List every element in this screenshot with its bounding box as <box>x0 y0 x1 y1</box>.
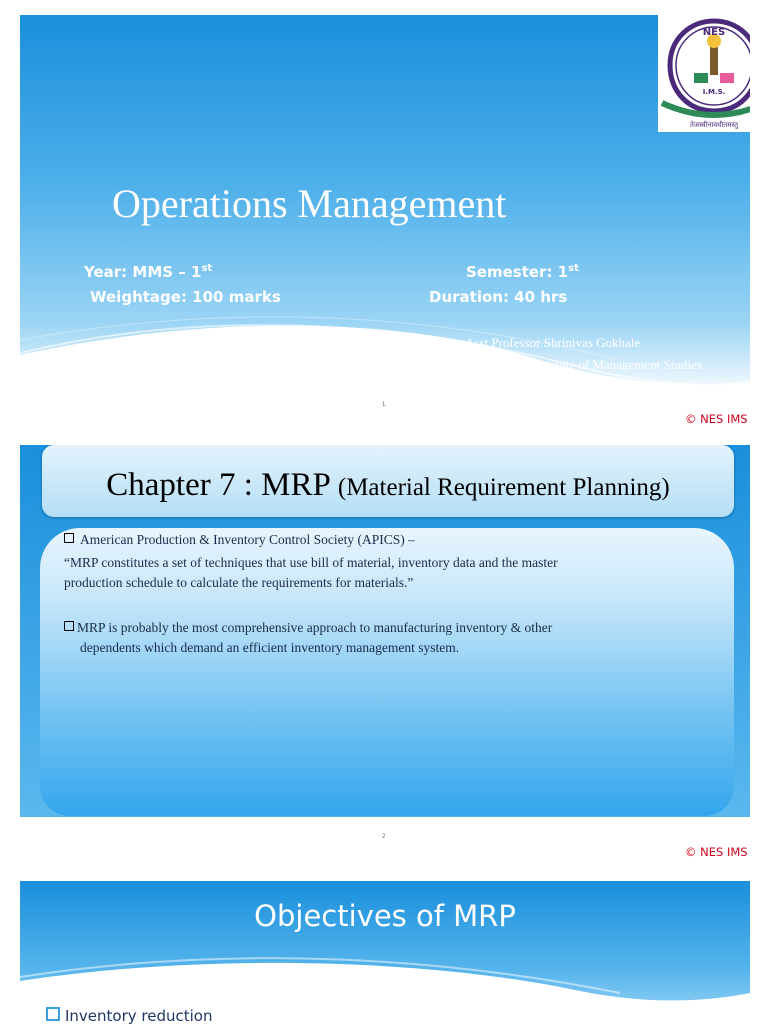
slide-2-copyright: © NES IMS <box>685 845 748 859</box>
mrp-bullet: MRP is probably the most comprehensive approach to manufacturing inventory & other <box>64 620 552 636</box>
apics-quote-line-1: “MRP constitutes a set of techniques that use bill of material, inventory data and the master <box>64 555 558 570</box>
square-bullet-icon <box>46 1007 60 1021</box>
slide-2-title: Chapter 7 : MRP (Material Requirement Planning) <box>106 467 670 503</box>
objective-item: Inventory reduction <box>46 1007 213 1025</box>
apics-bullet: American Production & Inventory Control Society (APICS) – <box>64 532 415 548</box>
slide-3-title: Objectives of MRP <box>254 899 516 933</box>
institute-name: NE Society’s Institute of Management Studies <box>461 357 702 372</box>
logo-emblem-icon <box>658 15 750 132</box>
square-bullet-icon <box>64 533 74 543</box>
duration-field: Duration: 40 hrs <box>429 288 568 306</box>
square-bullet-icon <box>64 621 74 631</box>
slide-2 <box>20 445 750 817</box>
weightage-field: Weightage: 100 marks <box>90 288 281 306</box>
semester-field: Semester: 1st <box>466 263 579 281</box>
slide-1-title: Operations Management <box>112 181 507 226</box>
nes-ims-logo <box>658 15 750 132</box>
slide-2-content-panel <box>40 528 734 816</box>
slide-1-copyright: © NES IMS <box>685 412 748 426</box>
year-field: Year: MMS – 1st <box>84 263 213 281</box>
apics-quote-line-2: production schedule to calculate the requirements for materials.” <box>64 575 414 590</box>
author-name: Asst Professor Shrinivas Gokhale <box>465 335 641 350</box>
svg-text:I.M.S.: I.M.S. <box>702 88 726 96</box>
slide-1 <box>20 15 750 398</box>
slide-2-title-banner <box>42 445 734 517</box>
svg-text:तेजस्वीनावधीतमस्तु: तेजस्वीनावधीतमस्तु <box>689 121 739 129</box>
mrp-bullet-line-2: dependents which demand an efficient inventory management system. <box>80 640 460 655</box>
slide-2-page-number: 2 <box>382 834 386 840</box>
slide-1-page-number: 1 <box>382 402 386 408</box>
svg-text:NES: NES <box>702 27 726 38</box>
slide-3 <box>20 881 750 1031</box>
